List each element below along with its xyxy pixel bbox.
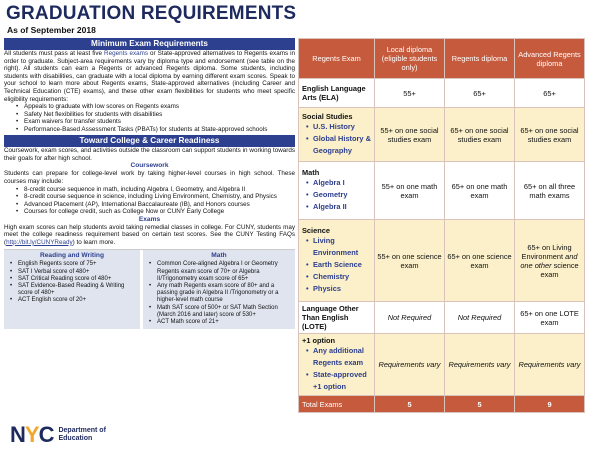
list-item: • Any additional Regents exam (306, 345, 371, 369)
exams-paragraph (4, 224, 295, 247)
list-item: • Chemistry (306, 271, 371, 283)
row-label-cell (299, 162, 375, 220)
cell-local: 55+ (375, 79, 445, 108)
cell-local: 55+ on one social studies exam (375, 108, 445, 162)
coursework-heading: Coursework (130, 162, 169, 170)
row-label-cell (299, 334, 375, 396)
cell-advanced: Requirements vary (515, 334, 585, 396)
header-local-diploma: Local diploma (eligible students only) (375, 39, 445, 79)
row-label: +1 option (302, 336, 336, 345)
table-row (299, 220, 585, 302)
list-item: • 8-credit course sequence in math, including Algebra I, Geometry, and Algebra II (16, 186, 295, 194)
total-row (299, 396, 585, 413)
sub-exam-list (302, 235, 371, 295)
sub-exam-list (302, 345, 371, 393)
list-item: • Performance-Based Assessment Tasks (PBATs) for students at State-approved schools (16, 126, 295, 134)
list-item: • Common Core-aligned Algebra I or Geometry Regents exam score of 70+ or Algebra II/Trigonometry exam score of 65+ (149, 261, 293, 283)
coursework-list (4, 186, 295, 216)
list-item: • Global History & Geography (306, 133, 371, 157)
list-item: • SAT Evidence-Based Reading & Writing score of 480+ (10, 283, 138, 297)
min-exam-text-1: All students must pass at least five (4, 50, 105, 57)
total-advanced: 9 (515, 396, 585, 413)
list-item: • Geometry (306, 189, 371, 201)
list-item: • SAT Critical Reading score of 480+ (10, 276, 138, 283)
left-panel (4, 38, 295, 329)
cell-regents: 65+ on one math exam (445, 162, 515, 220)
math-heading: Math (211, 252, 227, 260)
cell-advanced: 65+ (515, 79, 585, 108)
total-local: 5 (375, 396, 445, 413)
cell-local: 55+ on one math exam (375, 162, 445, 220)
cell-regents: Not Required (445, 302, 515, 334)
list-item: • Courses for college credit, such as College Now or CUNY Early College (16, 208, 295, 216)
cuny-faq-link[interactable]: http://bit.ly/CUNYReady (6, 238, 73, 246)
score-columns (4, 249, 295, 329)
cell-regents: Requirements vary (445, 334, 515, 396)
as-of-date: As of September 2018 (7, 25, 96, 35)
table-row (299, 334, 585, 396)
cell-regents: 65+ (445, 79, 515, 108)
row-label-cell (299, 220, 375, 302)
row-label: English Language Arts (ELA) (299, 79, 375, 108)
min-exam-text-2: or State-approved alternatives to Regents exams in order to graduate. Subject-area requirements vary by diploma type and endorsement (see table on the right). All students can earn a Regents or advanced Regents diploma. Some students, including students with disabilities, can graduate with a local diploma by earning different exam scores. Speak to your school to learn more about Regents exams, State-approved alternatives (including Career and Technical Education (CTE) exams), and these other exam flexibilities for students who meet specific eligibility requirements: (4, 50, 295, 103)
header-regents-exam: Regents Exam (299, 39, 375, 79)
cell-advanced: 65+ on one LOTE exam (515, 302, 585, 334)
cell-advanced: 65+ on all three math exams (515, 162, 585, 220)
math-list (145, 261, 293, 326)
cell-local: Requirements vary (375, 334, 445, 396)
list-item: • English Regents score of 75+ (10, 261, 138, 268)
table-header-row (299, 39, 585, 79)
reading-writing-heading: Reading and Writing (40, 252, 104, 260)
page-title: GRADUATION REQUIREMENTS (6, 3, 297, 24)
list-item: • Physics (306, 283, 371, 295)
nyc-doe-logo (10, 422, 106, 448)
college-heading: Toward College & Career Readiness (4, 135, 295, 147)
college-intro: Coursework, exam scores, and activities outside the classroom can support students in working towards their goals for after high school. (4, 147, 295, 162)
cell-advanced: 65+ on Living Environment and one other science exam (515, 220, 585, 302)
exams-text-2: ) to learn more. (72, 238, 116, 246)
row-label: Math (302, 168, 320, 177)
row-label: Science (302, 226, 330, 235)
header-regents-diploma: Regents diploma (445, 39, 515, 79)
list-item: • Earth Science (306, 259, 371, 271)
list-item: • Math SAT score of 500+ or SAT Math Section (March 2016 and later) score of 530+ (149, 305, 293, 319)
list-item: • U.S. History (306, 121, 371, 133)
row-label: Social Studies (302, 112, 353, 121)
regents-exams-link[interactable]: Regents exams (104, 50, 149, 57)
list-item: • Exam waivers for transfer students (16, 118, 295, 126)
list-item: • ACT Math score of 21+ (149, 319, 293, 326)
list-item: • Any math Regents exam score of 80+ and a passing grade in Algebra II /Trigonometry or a higher-level math course (149, 283, 293, 305)
list-item: • 8-credit course sequence in science, including Living Environment, Chemistry, and Physics (16, 193, 295, 201)
list-item: • Algebra I (306, 177, 371, 189)
exams-text-1: High exam scores can help students avoid taking remedial classes in college. For CUNY, students may meet the college readiness requirement based on certain test scores. See the CUNY Testing FAQs ( (4, 223, 295, 246)
nyc-logo-mark: NYC (10, 422, 54, 447)
reading-writing-list (6, 261, 138, 304)
flexibility-list (4, 103, 295, 133)
total-regents: 5 (445, 396, 515, 413)
cell-local: 55+ on one science exam (375, 220, 445, 302)
list-item: • Algebra II (306, 201, 371, 213)
list-item: • SAT I Verbal score of 480+ (10, 269, 138, 276)
coursework-paragraph: Students can prepare for college-level work by taking higher-level courses in high school. These courses may include: (4, 170, 295, 185)
list-item: • State-approved +1 option (306, 369, 371, 393)
list-item: • Advanced Placement (AP), International Baccalaureate (IB), and Honors courses (16, 201, 295, 209)
list-item: • ACT English score of 20+ (10, 297, 138, 304)
requirements-table (298, 38, 585, 413)
list-item: • Safety Net flexibilities for students with disabilities (16, 111, 295, 119)
table-row (299, 302, 585, 334)
list-item: • Living Environment (306, 235, 371, 259)
doe-logo-text: Department of Education (58, 427, 106, 442)
row-label-cell (299, 108, 375, 162)
table-row (299, 108, 585, 162)
row-label: Language Other Than English (LOTE) (299, 302, 375, 334)
total-label: Total Exams (299, 396, 375, 413)
min-exam-paragraph (4, 50, 295, 103)
cell-regents: 65+ on one science exam (445, 220, 515, 302)
table-row (299, 79, 585, 108)
sub-exam-list (302, 121, 371, 157)
math-box (143, 250, 295, 329)
list-item: • Appeals to graduate with low scores on Regents exams (16, 103, 295, 111)
sub-exam-list (302, 177, 371, 213)
reading-writing-box (4, 250, 140, 329)
cell-advanced: 65+ on one social studies exam (515, 108, 585, 162)
header-advanced-diploma: Advanced Regents diploma (515, 39, 585, 79)
exams-heading: Exams (138, 215, 161, 223)
cell-regents: 65+ on one social studies exam (445, 108, 515, 162)
min-exam-heading: Minimum Exam Requirements (4, 38, 295, 50)
table-row (299, 162, 585, 220)
cell-local: Not Required (375, 302, 445, 334)
